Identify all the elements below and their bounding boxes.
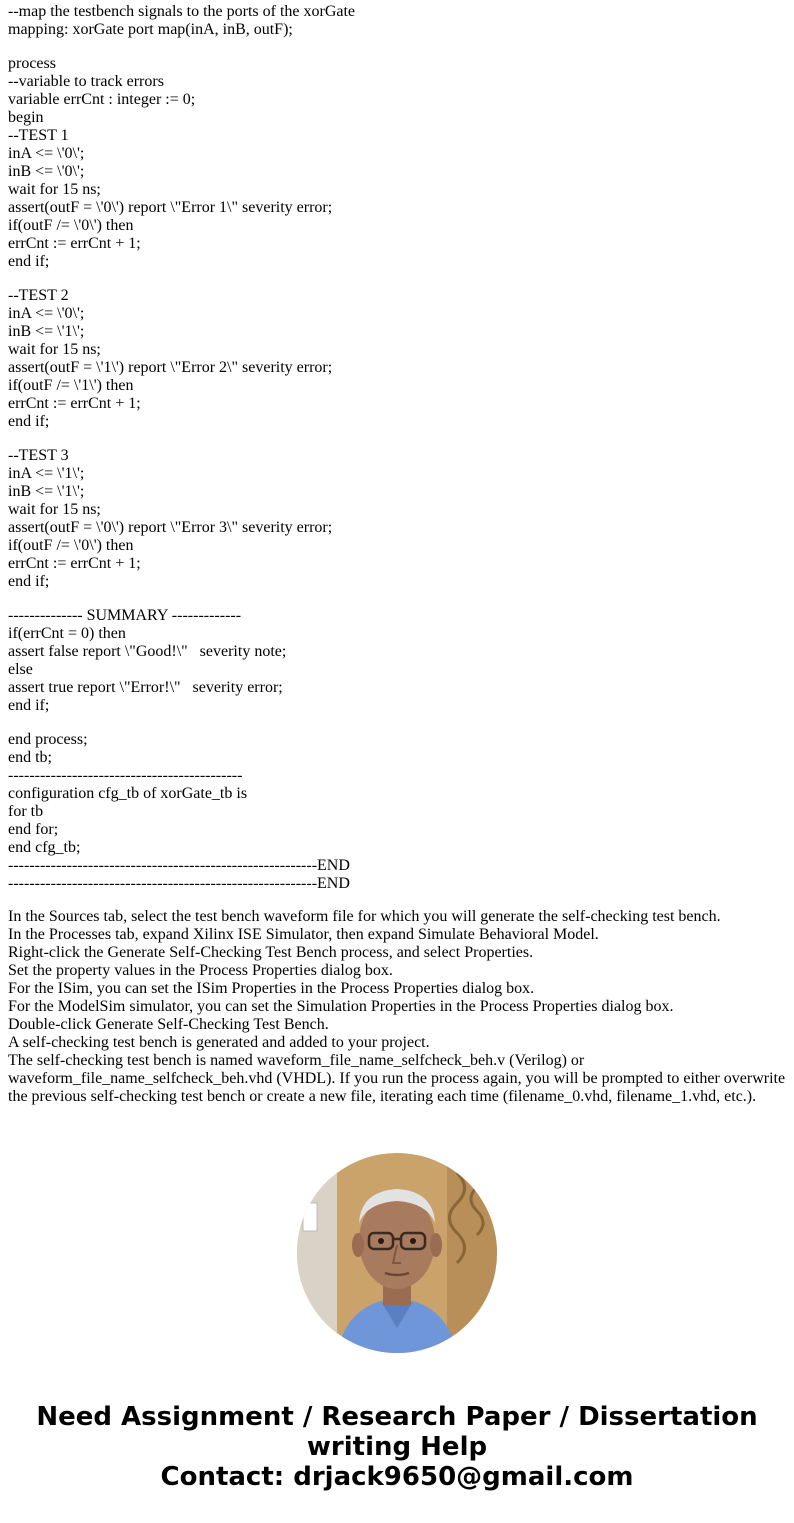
instruction-step: The self-checking test bench is named waveform_file_name_selfcheck_beh.v (Verilog) or waveform_file_name_selfcheck_beh.vhd (VHDL). If you run the process again, you will be prompted to either overwrite the previous self-checking test bench or create a new file, iterating each time (filename_0.vhd, filename_1.vhd, etc.). xyxy=(8,1052,786,1105)
code-line: end if; xyxy=(8,413,50,430)
code-line: assert(outF = \'0\') report \"Error 1\" severity error; xyxy=(8,199,333,216)
cta-contact-email: Contact: drjack9650@gmail.com xyxy=(160,1462,634,1492)
code-line: end if; xyxy=(8,697,50,714)
code-line: end if; xyxy=(8,573,50,590)
code-line: ----------------------------------------------------------END xyxy=(8,857,350,874)
instruction-step: For the ISim, you can set the ISim Properties in the Process Properties dialog box. xyxy=(8,980,535,997)
code-blank-line xyxy=(8,431,788,447)
code-line: assert(outF = \'0\') report \"Error 3\" severity error; xyxy=(8,519,333,536)
code-line: errCnt := errCnt + 1; xyxy=(8,555,141,572)
code-line: --TEST 3 xyxy=(8,447,69,464)
code-lines xyxy=(8,3,788,893)
code-line: if(outF /= \'1\') then xyxy=(8,377,134,394)
code-line: --variable to track errors xyxy=(8,73,164,90)
code-blank-line xyxy=(8,39,788,55)
code-line: end for; xyxy=(8,821,59,838)
instruction-step: In the Sources tab, select the test bench waveform file for which you will generate the self-checking test bench. xyxy=(8,908,721,925)
code-line: begin xyxy=(8,109,44,126)
code-line: assert true report \"Error!\" severity error; xyxy=(8,679,283,696)
instruction-step: Right-click the Generate Self-Checking Test Bench process, and select Properties. xyxy=(8,944,534,961)
code-line: inA <= \'1\'; xyxy=(8,465,85,482)
code-line: wait for 15 ns; xyxy=(8,181,101,198)
code-line: end if; xyxy=(8,253,50,270)
code-line: end cfg_tb; xyxy=(8,839,81,856)
instruction-step: For the ModelSim simulator, you can set the Simulation Properties in the Process Properties dialog box. xyxy=(8,998,674,1015)
code-line: for tb xyxy=(8,803,44,820)
cta-line-1: Need Assignment / Research Paper / Dissertation xyxy=(36,1402,758,1432)
instructions-list xyxy=(8,908,790,1106)
code-line: inA <= \'0\'; xyxy=(8,145,85,162)
code-line: mapping: xorGate port map(inA, inB, outF); xyxy=(8,21,293,38)
code-line: -------------- SUMMARY ------------- xyxy=(8,607,242,624)
code-line: inB <= \'1\'; xyxy=(8,483,85,500)
instruction-step: A self-checking test bench is generated and added to your project. xyxy=(8,1034,430,1051)
code-line: --map the testbench signals to the ports of the xorGate xyxy=(8,3,356,20)
code-line: inB <= \'0\'; xyxy=(8,163,85,180)
code-line: assert(outF = \'1\') report \"Error 2\" severity error; xyxy=(8,359,333,376)
code-line: errCnt := errCnt + 1; xyxy=(8,395,141,412)
contact-banner xyxy=(0,1402,794,1492)
code-line: -------------------------------------------- xyxy=(8,767,243,784)
code-line: ----------------------------------------------------------END xyxy=(8,875,350,892)
code-blank-line xyxy=(8,271,788,287)
code-blank-line xyxy=(8,591,788,607)
instruction-step: Double-click Generate Self-Checking Test Bench. xyxy=(8,1016,329,1033)
code-blank-line xyxy=(8,715,788,731)
code-line: inB <= \'1\'; xyxy=(8,323,85,340)
instruction-step: Set the property values in the Process Properties dialog box. xyxy=(8,962,393,979)
code-line: --TEST 1 xyxy=(8,127,69,144)
code-line: assert false report \"Good!\" severity note; xyxy=(8,643,287,660)
code-line: wait for 15 ns; xyxy=(8,341,101,358)
code-line: --TEST 2 xyxy=(8,287,69,304)
avatar-photo-icon xyxy=(297,1153,497,1353)
avatar xyxy=(297,1153,497,1353)
code-line: else xyxy=(8,661,33,678)
code-line: wait for 15 ns; xyxy=(8,501,101,518)
cta-line-2: writing Help xyxy=(306,1432,488,1462)
code-line: variable errCnt : integer := 0; xyxy=(8,91,196,108)
code-line: inA <= \'0\'; xyxy=(8,305,85,322)
code-line: if(errCnt = 0) then xyxy=(8,625,126,642)
code-line: configuration cfg_tb of xorGate_tb is xyxy=(8,785,248,802)
code-line: if(outF /= \'0\') then xyxy=(8,537,134,554)
code-line: process xyxy=(8,55,56,72)
code-listing xyxy=(8,0,788,893)
code-line: if(outF /= \'0\') then xyxy=(8,217,134,234)
instruction-step: In the Processes tab, expand Xilinx ISE Simulator, then expand Simulate Behavioral Model. xyxy=(8,926,599,943)
code-line: errCnt := errCnt + 1; xyxy=(8,235,141,252)
code-line: end process; xyxy=(8,731,88,748)
code-line: end tb; xyxy=(8,749,52,766)
